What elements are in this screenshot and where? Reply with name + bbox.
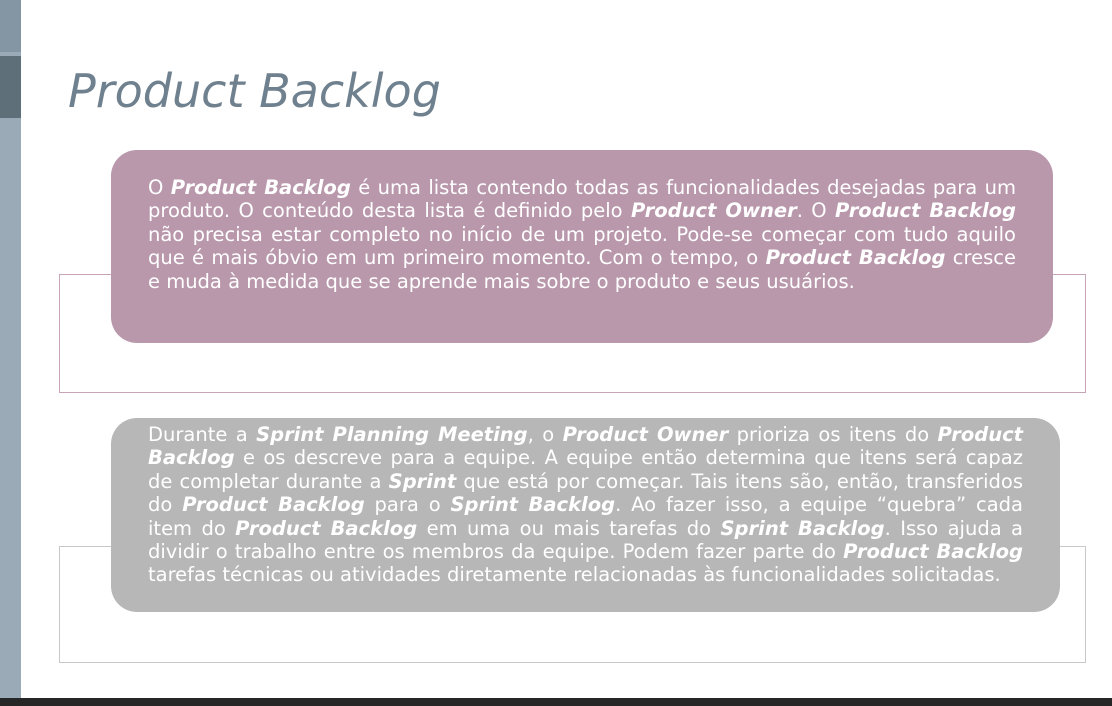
text-run: Durante a [148,423,257,446]
emphasis-term: Product Backlog [182,493,365,517]
emphasis-term: Sprint Backlog [450,493,616,517]
emphasis-term: Sprint Backlog [720,516,885,540]
emphasis-term: Product Backlog [235,516,418,540]
window-bottom-bar [0,698,1112,706]
emphasis-term: Sprint Planning Meeting [256,423,528,446]
emphasis-term: Product Owner [562,423,729,446]
emphasis-term: Sprint [388,469,457,493]
text-run: e os descreve para a equipe. A equipe então determina que itens será capaz de completar durante a [148,446,1023,493]
text-run: que está por começar. Tais itens são, então, transferidos do [148,469,1023,517]
emphasis-term: Product Backlog [843,540,1023,564]
box2-bubble [111,418,1060,612]
text-run: prioriza os itens do [728,423,938,446]
emphasis-term: Product Backlog [765,246,946,270]
emphasis-term: Product Backlog [170,176,351,199]
text-run: tarefas técnicas ou atividades diretamente relacionadas às funcionalidades solicitadas. [148,563,1001,587]
text-run: não precisa estar completo no início de um projeto. Pode-se começar com tudo aquilo que é mais óbvio em um primeiro momento. Com o tempo, o [148,222,1016,270]
text-run: . O [796,199,835,223]
emphasis-term: Product Backlog [835,199,1016,223]
box1-text [148,176,1016,293]
slide-sidebar-accent [0,56,21,118]
text-run: . Ao fazer isso, a equipe “quebra” cada item do [148,493,1023,540]
emphasis-term: Product Owner [630,199,797,223]
box1-bubble [111,150,1053,343]
emphasis-term: Product Backlog [148,423,1023,470]
text-run: cresce e muda à medida que se aprende mais sobre o produto e seus usuários. [148,246,1016,293]
box2-text [148,423,1023,587]
slide-sidebar-top [0,0,21,52]
text-run: . Isso ajuda a dividir o trabalho entre os membros da equipe. Podem fazer parte do [148,516,1023,564]
text-run: é uma lista contendo todas as funcionalidades desejadas para um produto. O conteúdo desta lista é definido pelo [148,176,1016,223]
slide-title: Product Backlog [68,64,441,118]
text-run: , o [527,423,563,446]
text-run: para o [364,493,451,517]
text-run: em uma ou mais tarefas do [417,516,721,540]
text-run: O [148,176,171,199]
